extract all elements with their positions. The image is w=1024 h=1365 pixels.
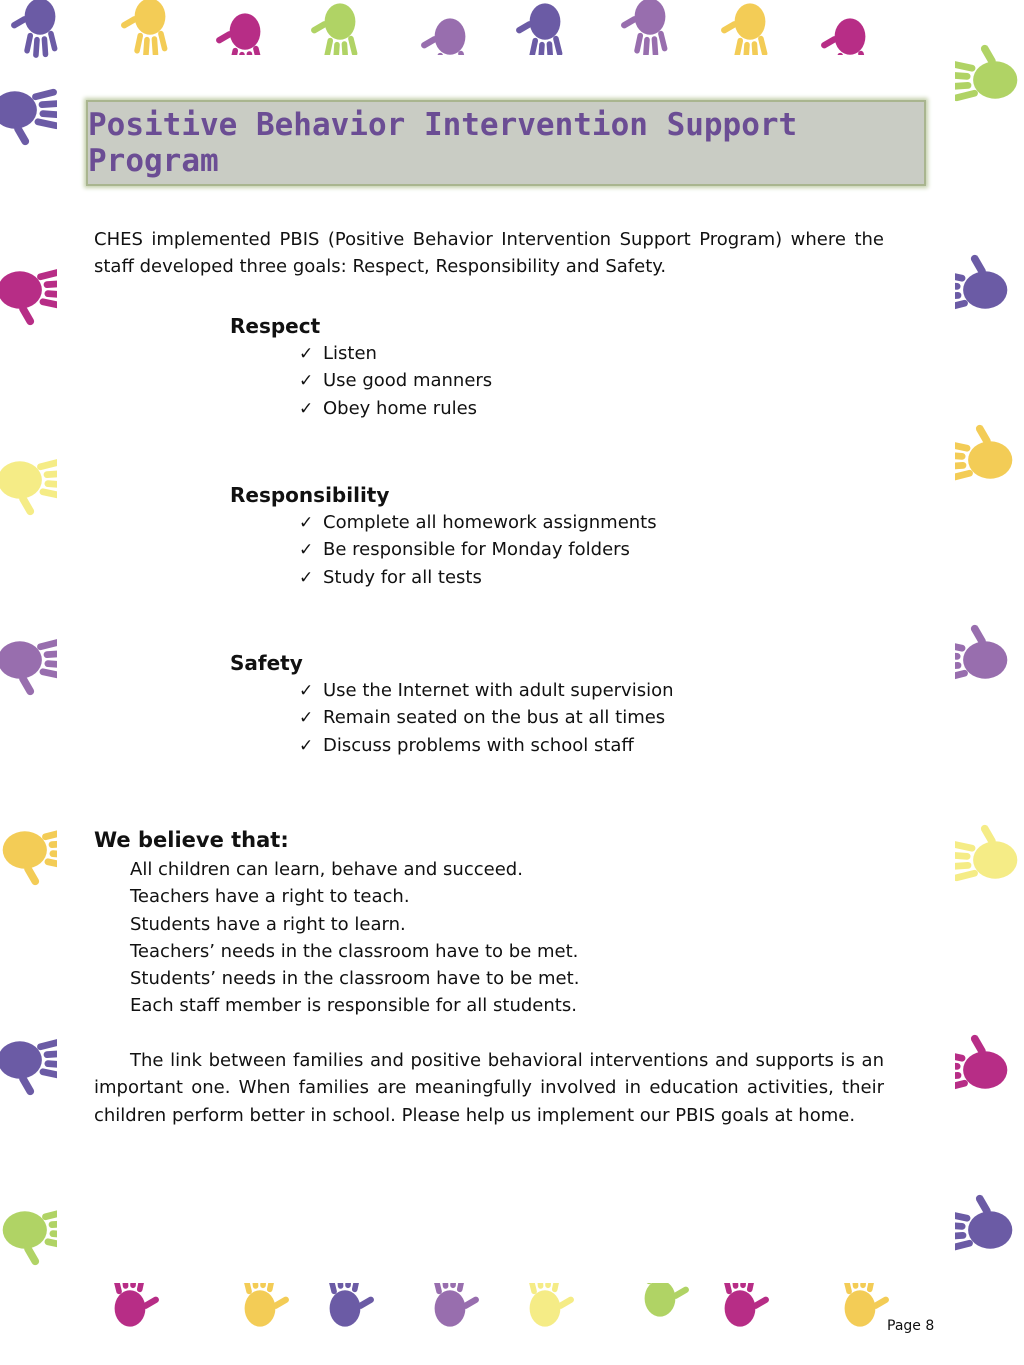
checkmark-icon: ✓ [299,735,314,756]
belief-item: Students have a right to learn. [130,913,406,935]
goal-responsibility [230,481,657,591]
handprint-icon [945,43,1017,101]
title-banner [86,100,926,186]
checkmark-icon: ✓ [299,398,314,419]
belief-item: Teachers’ needs in the classroom have to be met. [130,940,579,962]
goal-item: ✓ Listen [299,340,492,367]
goal-item: ✓ Be responsible for Monday folders [299,536,657,563]
goal-item: ✓ Complete all homework assignments [299,509,657,536]
goal-title: Safety [230,651,303,675]
belief-item: Each staff member is responsible for all students. [130,995,577,1017]
goal-item: ✓ Obey home rules [299,395,492,422]
goal-item: ✓ Remain seated on the bus at all times [299,704,674,731]
belief-item: All children can learn, behave and succeed. [130,859,523,880]
handprint-icon [120,0,168,58]
checkmark-icon: ✓ [299,371,314,392]
checkmark-icon: ✓ [299,708,314,729]
beliefs-list [130,856,579,1020]
goal-item: ✓ Study for all tests [299,564,657,591]
goal-item: ✓ Use the Internet with adult supervision [299,677,674,704]
checkmark-icon: ✓ [299,540,314,561]
belief-item: Students’ needs in the classroom have to be met. [130,968,580,990]
goal-item: ✓ Discuss problems with school staff [299,732,674,759]
handprint-icon [10,0,58,58]
page-number: Page 8 [887,1318,935,1334]
goal-respect [230,312,492,422]
handprint-icon [0,88,65,146]
goal-item: ✓ Use good manners [299,367,492,394]
checkmark-icon: ✓ [299,344,314,364]
handprint-icon [620,0,668,58]
goal-title: Responsibility [230,483,390,507]
goal-safety [230,649,674,759]
closing-paragraph: The link between families and positive behavioral interventions and supports is an important one. When families are meaningfully involved in education activities, their children perform better in school. Please help us implement our PBIS goals at home. [94,1050,884,1126]
beliefs-heading: We believe that: [94,828,289,852]
intro-paragraph: CHES implemented PBIS (Positive Behavior Intervention Support Program) where the staff developed three goals: Respect, Responsibility and Safety. [94,229,884,277]
handprint-icon [945,823,1017,881]
checkmark-icon: ✓ [299,567,314,588]
page-title: Positive Behavior Intervention Support Program [88,107,798,179]
goal-title: Respect [230,314,321,338]
belief-item: Teachers have a right to teach. [130,886,410,908]
checkmark-icon: ✓ [299,681,314,701]
checkmark-icon: ✓ [299,513,314,533]
